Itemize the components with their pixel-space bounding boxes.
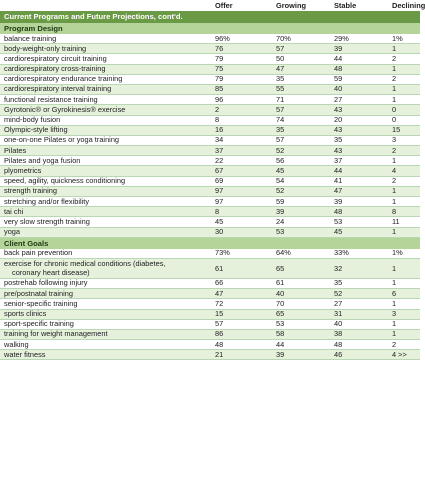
row-label bbox=[0, 115, 215, 125]
cell-growing: 59 bbox=[276, 196, 285, 206]
cell-offer: 48 bbox=[215, 339, 224, 349]
row-label bbox=[0, 146, 215, 156]
cell-growing: 44 bbox=[276, 339, 285, 349]
row-label bbox=[0, 166, 215, 176]
row-label bbox=[0, 95, 215, 105]
cell-stable: 35 bbox=[334, 135, 343, 145]
cell-offer: 22 bbox=[215, 155, 224, 165]
cell-stable: 53 bbox=[334, 216, 343, 226]
cell-stable: 37 bbox=[334, 155, 343, 165]
cell-growing: 52 bbox=[276, 186, 285, 196]
row-label-text: plyometrics bbox=[4, 165, 42, 175]
row-label-text: speed, agility, quickness conditioning bbox=[4, 176, 126, 186]
cell-declining: 1% bbox=[392, 33, 403, 43]
row-label bbox=[0, 135, 215, 145]
row-label bbox=[0, 227, 215, 237]
cell-offer: 66 bbox=[215, 278, 224, 288]
table-row bbox=[0, 44, 420, 54]
cell-declining: 11 bbox=[392, 216, 400, 226]
row-label bbox=[0, 84, 215, 94]
cell-stable: 46 bbox=[334, 349, 343, 359]
table-row bbox=[0, 187, 420, 197]
cell-declining: 2 bbox=[392, 176, 397, 186]
table-row bbox=[0, 197, 420, 207]
cell-stable: 29% bbox=[334, 33, 349, 43]
row-label-text: Pilates bbox=[4, 145, 27, 155]
cell-stable: 40 bbox=[334, 84, 343, 94]
cell-offer: 15 bbox=[215, 309, 224, 318]
row-label-text: back pain prevention bbox=[4, 248, 73, 258]
cell-offer: 16 bbox=[215, 125, 224, 135]
cell-stable: 48 bbox=[334, 64, 343, 74]
cell-offer: 45 bbox=[215, 216, 224, 226]
cell-declining: 15 bbox=[392, 125, 401, 135]
cell-stable: 48 bbox=[334, 339, 343, 349]
table-row bbox=[0, 259, 420, 279]
cell-growing: 57 bbox=[276, 104, 285, 114]
cell-offer: 97 bbox=[215, 186, 224, 196]
row-label-text: sports clinics bbox=[4, 309, 47, 318]
row-label bbox=[0, 259, 215, 278]
cell-offer: 97 bbox=[215, 196, 224, 206]
cell-offer: 73% bbox=[215, 248, 230, 258]
cell-growing: 39 bbox=[276, 206, 285, 216]
row-label-text: stretching and/or flexibility bbox=[4, 196, 90, 206]
cell-declining: 1 bbox=[392, 64, 397, 74]
cell-stable: 43 bbox=[334, 104, 343, 114]
row-label bbox=[0, 186, 215, 196]
cell-growing: 55 bbox=[276, 84, 285, 94]
row-label-text: pre/postnatal training bbox=[4, 288, 74, 298]
cell-declining: 2 bbox=[392, 74, 397, 84]
cell-declining: 0 bbox=[392, 115, 397, 124]
row-label bbox=[0, 34, 215, 44]
cell-growing: 57 bbox=[276, 43, 285, 53]
cell-growing: 64% bbox=[276, 248, 291, 258]
cell-declining: 2 bbox=[392, 339, 397, 349]
cell-stable: 39 bbox=[334, 43, 343, 53]
table-row bbox=[0, 289, 420, 299]
cell-offer: 21 bbox=[215, 349, 224, 359]
row-label bbox=[0, 289, 215, 299]
row-label-text: one-on-one Pilates or yoga training bbox=[4, 135, 120, 145]
row-label-text: strength training bbox=[4, 186, 57, 196]
cell-growing: 58 bbox=[276, 329, 285, 339]
row-label bbox=[0, 319, 215, 329]
column-header-offer: Offer bbox=[215, 1, 233, 10]
cell-stable: 43 bbox=[334, 145, 343, 155]
cell-declining: 1 bbox=[392, 319, 397, 329]
cell-stable: 59 bbox=[334, 74, 343, 84]
table-row bbox=[0, 65, 420, 75]
cell-offer: 37 bbox=[215, 145, 224, 155]
row-label-text: sport-specific training bbox=[4, 319, 74, 329]
row-label bbox=[0, 197, 215, 207]
cell-stable: 27 bbox=[334, 94, 343, 104]
row-label bbox=[0, 54, 215, 64]
table-row bbox=[0, 177, 420, 187]
row-label-text-continued: coronary heart disease) bbox=[12, 268, 90, 278]
cell-offer: 57 bbox=[215, 319, 224, 329]
table-row bbox=[0, 249, 420, 259]
cell-growing: 74 bbox=[276, 115, 285, 124]
cell-declining: 6 bbox=[392, 288, 397, 298]
cell-declining: 1 bbox=[392, 43, 397, 53]
table-row bbox=[0, 207, 420, 217]
cell-growing: 65 bbox=[276, 263, 285, 273]
table-row bbox=[0, 228, 420, 238]
cell-offer: 75 bbox=[215, 64, 224, 74]
table-row bbox=[0, 75, 420, 85]
row-label-text: senior-specific training bbox=[4, 298, 78, 308]
cell-declining: 3 bbox=[392, 135, 397, 145]
cell-offer: 61 bbox=[215, 263, 224, 273]
section-header: Program Design bbox=[0, 23, 420, 34]
row-label bbox=[0, 217, 215, 227]
cell-declining: 1 bbox=[392, 227, 397, 237]
cell-growing: 70 bbox=[276, 298, 285, 308]
cell-growing: 65 bbox=[276, 309, 285, 318]
cell-stable: 47 bbox=[334, 186, 343, 196]
cell-growing: 24 bbox=[276, 216, 285, 226]
cell-declining: 0 bbox=[392, 104, 397, 114]
row-label bbox=[0, 248, 215, 258]
cell-offer: 30 bbox=[215, 227, 224, 237]
cell-stable: 41 bbox=[334, 176, 343, 186]
cell-offer: 34 bbox=[215, 135, 224, 145]
cell-stable: 35 bbox=[334, 278, 343, 288]
cell-offer: 79 bbox=[215, 74, 224, 84]
cell-growing: 61 bbox=[276, 278, 285, 288]
row-label bbox=[0, 44, 215, 54]
cell-stable: 44 bbox=[334, 53, 343, 63]
row-label-text: Pilates and yoga fusion bbox=[4, 155, 81, 165]
row-label-text: cardiorespiratory interval training bbox=[4, 84, 112, 94]
table-title: Current Programs and Future Projections, cont'd. bbox=[0, 11, 420, 23]
row-label-text: tai chi bbox=[4, 206, 24, 216]
cell-growing: 53 bbox=[276, 319, 285, 329]
row-label-text: mind-body fusion bbox=[4, 115, 61, 124]
row-label-text: balance training bbox=[4, 33, 57, 43]
table-row bbox=[0, 310, 420, 320]
cell-growing: 52 bbox=[276, 145, 285, 155]
cell-offer: 79 bbox=[215, 53, 224, 63]
cell-growing: 35 bbox=[276, 125, 285, 135]
row-label-text: functional resistance training bbox=[4, 94, 98, 104]
cell-stable: 45 bbox=[334, 227, 343, 237]
cell-declining: 4 bbox=[392, 165, 397, 175]
table-row bbox=[0, 105, 420, 115]
cell-declining: 1 bbox=[392, 196, 397, 206]
cell-declining: 1 bbox=[392, 155, 397, 165]
column-header-growing: Growing bbox=[276, 1, 306, 10]
cell-stable: 43 bbox=[334, 125, 343, 135]
cell-growing: 57 bbox=[276, 135, 285, 145]
row-label-text: body-weight-only training bbox=[4, 43, 87, 53]
cell-declining: 1 bbox=[392, 263, 397, 273]
row-label bbox=[0, 329, 215, 339]
cell-declining: 1% bbox=[392, 248, 403, 258]
table-row bbox=[0, 146, 420, 156]
row-label-text: exercise for chronic medical conditions (diabetes, bbox=[4, 258, 166, 268]
cell-growing: 71 bbox=[276, 94, 285, 104]
cell-declining: 1 bbox=[392, 298, 397, 308]
table-row bbox=[0, 330, 420, 340]
cell-stable: 39 bbox=[334, 196, 343, 206]
cell-stable: 38 bbox=[334, 329, 343, 339]
cell-growing: 40 bbox=[276, 288, 285, 298]
cell-stable: 40 bbox=[334, 319, 343, 329]
cell-offer: 69 bbox=[215, 176, 224, 186]
row-label bbox=[0, 105, 215, 115]
table-row bbox=[0, 126, 420, 136]
cell-declining: 1 bbox=[392, 84, 397, 94]
table-row bbox=[0, 350, 420, 360]
row-label bbox=[0, 74, 215, 84]
column-header-row bbox=[0, 0, 425, 11]
table-row bbox=[0, 95, 420, 105]
cell-growing: 70% bbox=[276, 33, 291, 43]
cell-growing: 50 bbox=[276, 53, 285, 63]
table-row bbox=[0, 217, 420, 227]
table-row bbox=[0, 166, 420, 176]
row-label bbox=[0, 299, 215, 309]
cell-declining: 1 bbox=[392, 329, 397, 339]
cell-declining: 8 bbox=[392, 206, 397, 216]
cell-growing: 54 bbox=[276, 176, 285, 186]
cell-growing: 47 bbox=[276, 64, 285, 74]
row-label-text: walking bbox=[4, 339, 29, 349]
table-row bbox=[0, 320, 420, 330]
row-label bbox=[0, 156, 215, 166]
cell-stable: 32 bbox=[334, 263, 343, 273]
cell-offer: 67 bbox=[215, 165, 224, 175]
cell-stable: 27 bbox=[334, 298, 343, 308]
row-label bbox=[0, 309, 215, 319]
row-label-text: very slow strength training bbox=[4, 216, 90, 226]
cell-stable: 33% bbox=[334, 248, 349, 258]
cell-growing: 35 bbox=[276, 74, 285, 84]
cell-declining: 1 bbox=[392, 94, 397, 104]
cell-declining: 1 bbox=[392, 186, 397, 196]
cell-declining: 3 bbox=[392, 309, 397, 318]
table-row bbox=[0, 54, 420, 64]
row-label bbox=[0, 176, 215, 186]
column-header-declining: Declining bbox=[392, 1, 425, 10]
table-row bbox=[0, 299, 420, 309]
cell-growing: 39 bbox=[276, 349, 285, 359]
cell-stable: 20 bbox=[334, 115, 343, 124]
cell-offer: 96% bbox=[215, 33, 230, 43]
row-label-text: water fitness bbox=[4, 349, 46, 359]
row-label bbox=[0, 350, 215, 360]
cell-stable: 52 bbox=[334, 288, 343, 298]
cell-offer: 8 bbox=[215, 115, 220, 124]
table-row bbox=[0, 136, 420, 146]
row-label-text: training for weight management bbox=[4, 329, 108, 339]
table-row bbox=[0, 156, 420, 166]
row-label-text: Olympic-style lifting bbox=[4, 125, 68, 135]
row-label-text: cardiorespiratory circuit training bbox=[4, 53, 107, 63]
row-label-text: cardiorespiratory endurance training bbox=[4, 74, 123, 84]
cell-growing: 53 bbox=[276, 227, 285, 237]
cell-offer: 85 bbox=[215, 84, 224, 94]
cell-stable: 31 bbox=[334, 309, 343, 318]
row-label bbox=[0, 125, 215, 135]
row-label bbox=[0, 64, 215, 74]
row-label bbox=[0, 278, 215, 288]
cell-growing: 45 bbox=[276, 165, 285, 175]
section-header: Client Goals bbox=[0, 238, 420, 249]
table-row bbox=[0, 116, 420, 126]
cell-offer: 8 bbox=[215, 206, 220, 216]
table-row bbox=[0, 34, 420, 44]
cell-declining: 2 bbox=[392, 53, 397, 63]
cell-declining: 1 bbox=[392, 278, 397, 288]
table-row bbox=[0, 340, 420, 350]
row-label-text: Gyrotonic® or Gyrokinesis® exercise bbox=[4, 104, 126, 114]
row-label-text: cardiorespiratory cross-training bbox=[4, 64, 106, 74]
cell-offer: 2 bbox=[215, 104, 220, 114]
cell-declining: 4 >> bbox=[392, 349, 407, 359]
cell-offer: 86 bbox=[215, 329, 224, 339]
cell-declining: 2 bbox=[392, 145, 397, 155]
row-label-text: yoga bbox=[4, 227, 21, 237]
row-label-text: postrehab following injury bbox=[4, 278, 88, 288]
cell-offer: 96 bbox=[215, 94, 224, 104]
table-row bbox=[0, 85, 420, 95]
cell-growing: 56 bbox=[276, 155, 285, 165]
row-label bbox=[0, 207, 215, 217]
cell-offer: 47 bbox=[215, 288, 224, 298]
row-label bbox=[0, 340, 215, 350]
cell-stable: 44 bbox=[334, 165, 343, 175]
cell-offer: 76 bbox=[215, 43, 224, 53]
table-row bbox=[0, 279, 420, 289]
table-body bbox=[0, 23, 420, 360]
cell-stable: 48 bbox=[334, 206, 343, 216]
column-header-stable: Stable bbox=[334, 1, 357, 10]
cell-offer: 72 bbox=[215, 298, 224, 308]
